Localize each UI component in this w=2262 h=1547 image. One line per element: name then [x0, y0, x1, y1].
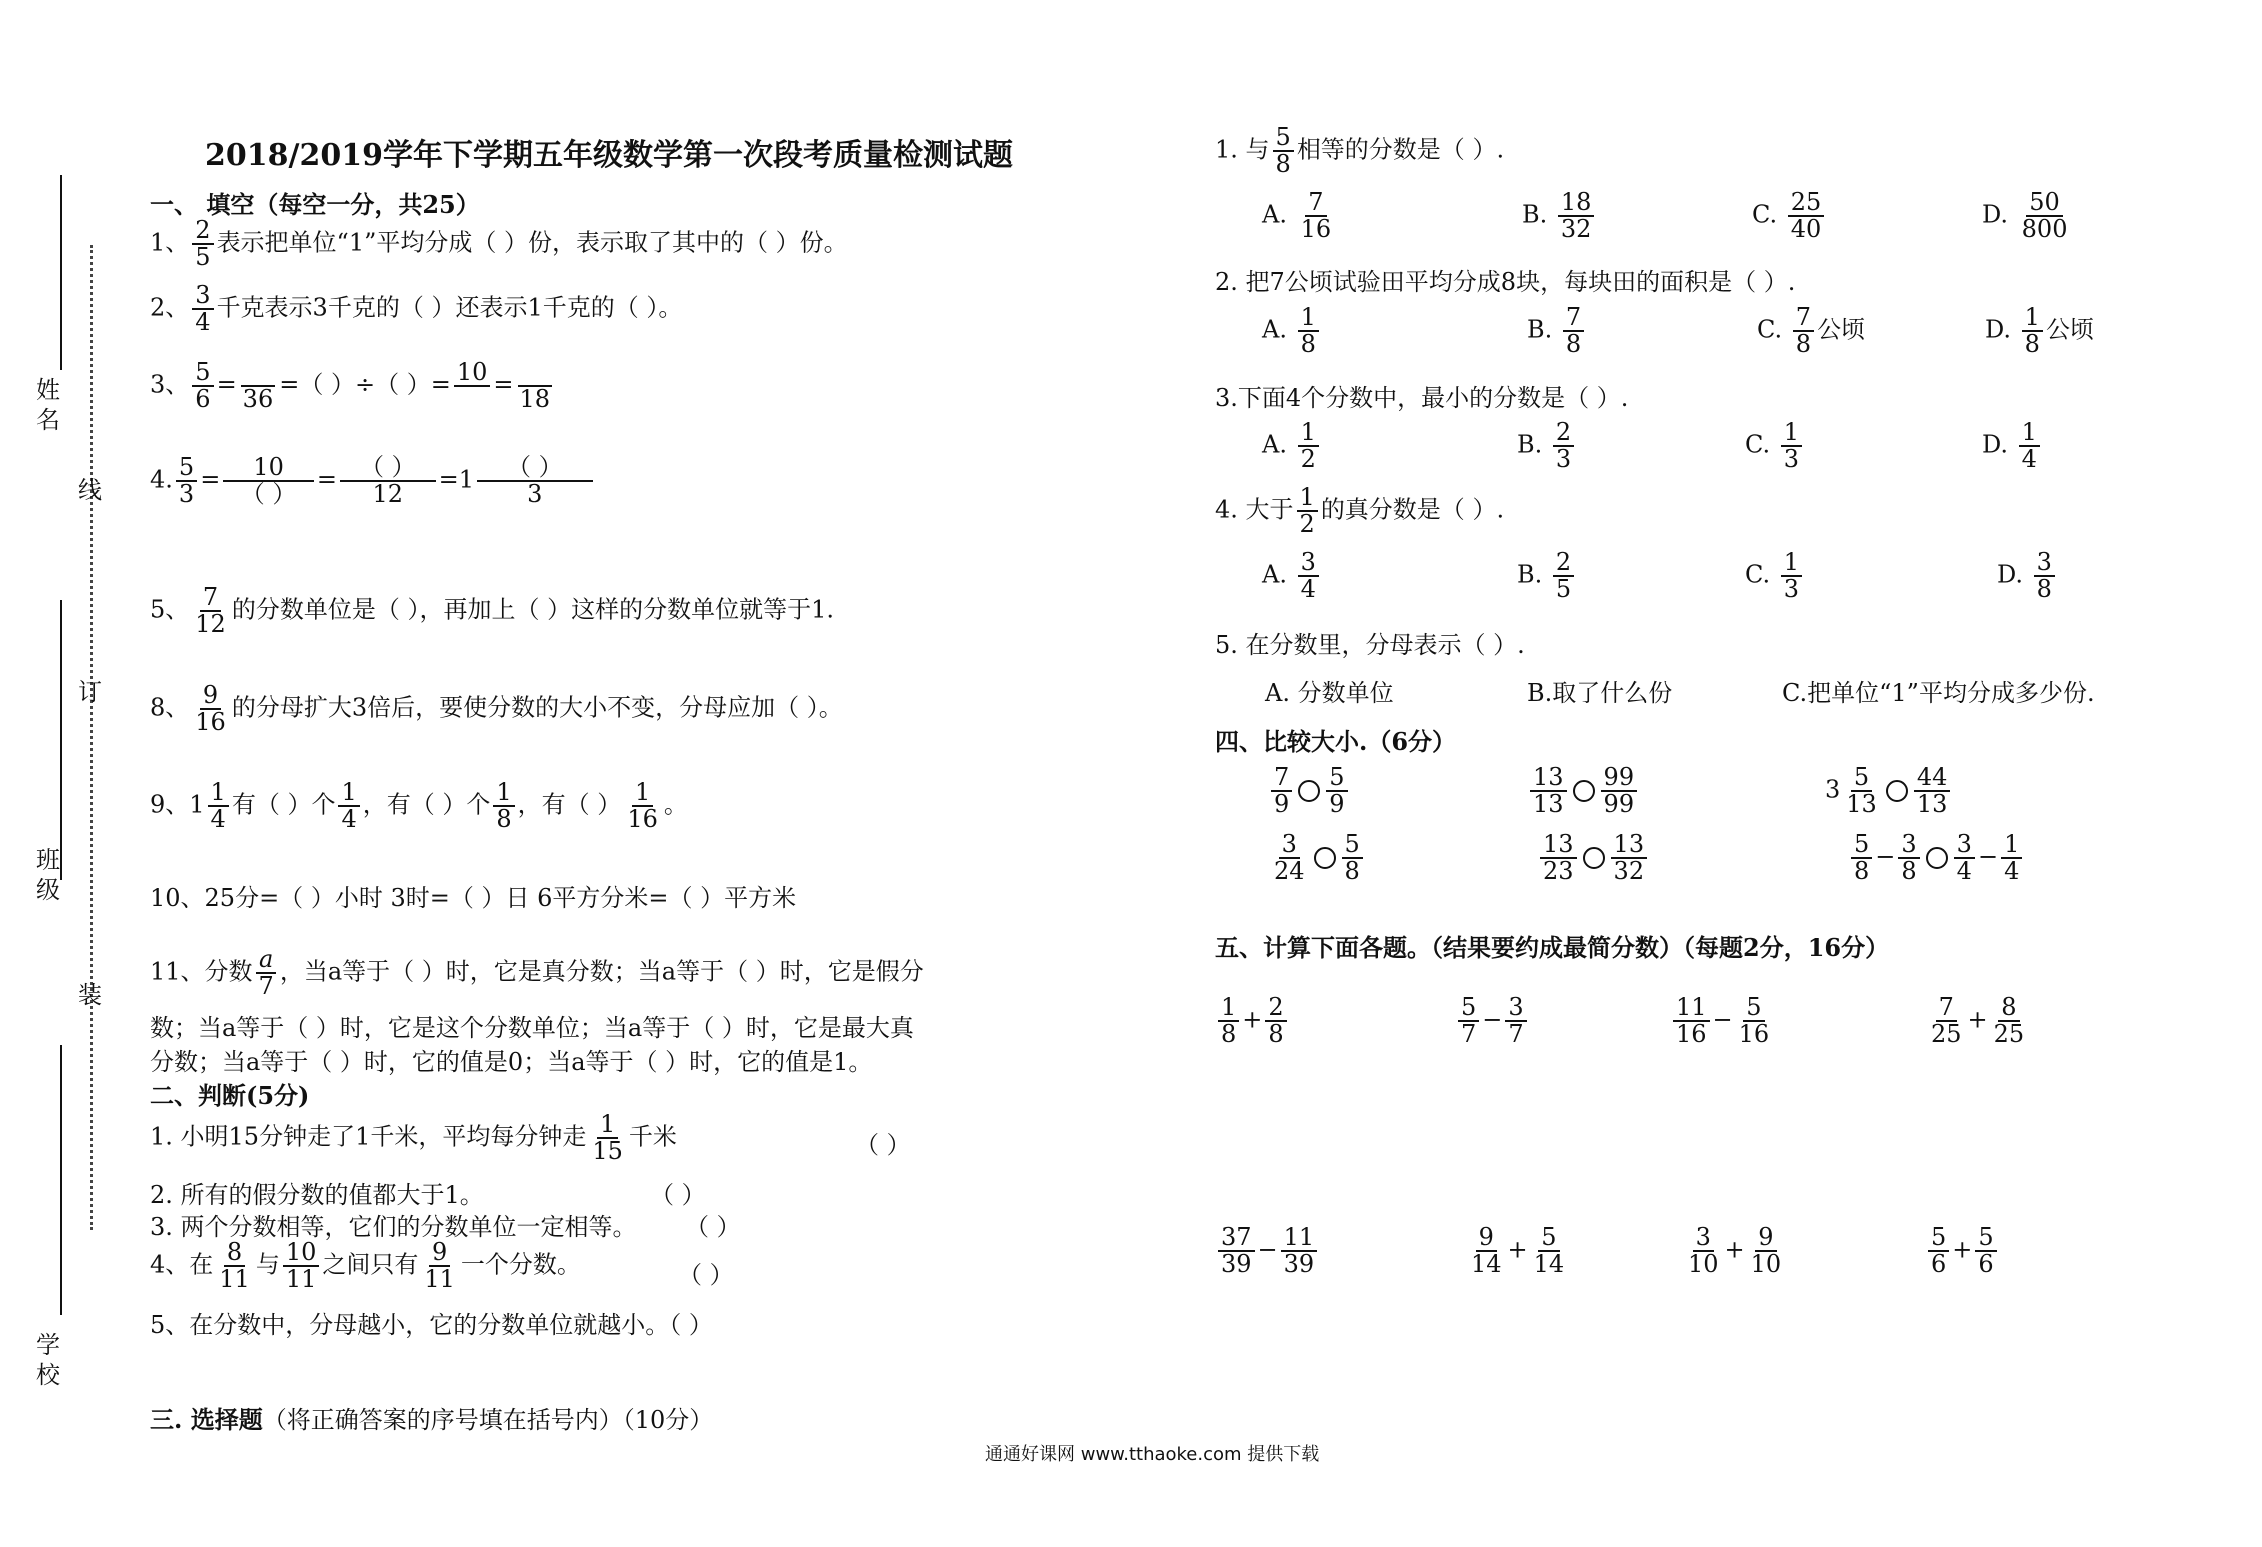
choice-q4-opt-b: B. $\frac{2}{5}$: [1517, 550, 1577, 602]
compare-circle[interactable]: [1573, 780, 1595, 802]
choice-q4-opt-c: C. $\frac{1}{3}$: [1745, 550, 1805, 602]
fill-q9: 9、1 $\frac{1}{4}$ 有（ ）个 $\frac{1}{4}$ ，有（ ）个 $\frac{1}{8}$ ，有（ ） $\frac{1}{16}$ 。: [150, 778, 688, 834]
fill-q11-line2: 数；当a等于（ ）时，它是这个分数单位；当a等于（ ）时，它是最大真: [150, 1014, 914, 1042]
choice-q1-opt-a: A. $\frac{7}{16}$: [1262, 188, 1332, 244]
choice-q1-opt-d: D. $\frac{50}{800}$: [1982, 188, 2068, 244]
compare-circle[interactable]: [1583, 847, 1605, 869]
section-1-heading: 一、 填空（每空一分，共25）: [150, 190, 480, 219]
compare-circle[interactable]: [1298, 780, 1320, 802]
choice-q5-opt-a: A. 分数单位: [1265, 679, 1394, 707]
fill-q8: 8、 $\frac{9}{16}$ 的分母扩大3倍后，要使分数的大小不变，分母应加（ ）。: [150, 681, 843, 737]
section-4-heading: 四、比较大小.（6分）: [1215, 727, 1457, 756]
choice-q1: 1. 与 $\frac{5}{8}$ 相等的分数是（ ）.: [1215, 123, 1505, 179]
choice-q2-opt-c: C. $\frac{7}{8}$ 公顷: [1757, 303, 1866, 359]
calc-item: $\frac{5}{7}$ − $\frac{3}{7}$: [1455, 995, 1530, 1047]
compare-item: $\frac{13}{13}$ $\frac{99}{99}$: [1527, 765, 1640, 817]
section-3-heading: 三. 选择题（将正确答案的序号填在括号内）（10分）: [150, 1405, 714, 1434]
compare-item: $\frac{3}{24}$ $\frac{5}{8}$: [1268, 832, 1366, 884]
fill-q11-line1: 11、分数 $\frac{a}{7}$ ，当a等于（ ）时，它是真分数；当a等于（ ）时，它是假分: [150, 945, 924, 1001]
name-label: 姓名: [36, 376, 60, 434]
judge-q5: 5、在分数中，分母越小，它的分数单位就越小。（ ）: [150, 1311, 713, 1339]
choice-q3-opt-b: B. $\frac{2}{3}$: [1517, 420, 1577, 472]
fill-q10: 10、25分=（ ）小时 3时=（ ）日 6平方分米=（ ）平方米: [150, 884, 797, 912]
calc-item: $\frac{3}{10}$ + $\frac{9}{10}$: [1688, 1223, 1782, 1279]
judge-q4-answer: （ ）: [678, 1261, 734, 1289]
school-underline: [60, 1045, 62, 1315]
choice-q1-opt-c: C. $\frac{25}{40}$: [1752, 190, 1827, 242]
judge-q2-answer: （ ）: [650, 1181, 706, 1209]
binding-dotted-line: [90, 245, 93, 1230]
choice-q3-opt-a: A. $\frac{1}{2}$: [1262, 420, 1322, 472]
binding-zhuang-label: 装: [78, 981, 102, 1009]
compare-item: $\frac{7}{9}$ $\frac{5}{9}$: [1268, 765, 1351, 817]
fill-q11-line3: 分数；当a等于（ ）时，它的值是0；当a等于（ ）时，它的值是1。: [150, 1048, 873, 1076]
binding-line-label: 线: [78, 476, 102, 504]
compare-circle[interactable]: [1886, 780, 1908, 802]
judge-q1-answer: （ ）: [855, 1131, 911, 1159]
calc-item: $\frac{37}{39}$ − $\frac{11}{39}$: [1215, 1225, 1320, 1277]
choice-q5-opt-c: C.把单位“1”平均分成多少份.: [1782, 679, 2095, 707]
choice-q1-opt-b: B. $\frac{18}{32}$: [1522, 190, 1597, 242]
fill-q2: 2、 $\frac{3}{4}$ 千克表示3千克的（ ）还表示1千克的（ ）。: [150, 281, 683, 337]
school-label: 学校: [36, 1331, 60, 1389]
binding-ding-label: 订: [78, 678, 102, 706]
choice-q2-opt-a: A. $\frac{1}{8}$: [1262, 305, 1322, 357]
calc-item: $\frac{11}{16}$ − $\frac{5}{16}$: [1670, 995, 1775, 1047]
choice-q3: 3.下面4个分数中，最小的分数是（ ）.: [1215, 384, 1629, 412]
compare-circle[interactable]: [1926, 847, 1948, 869]
calc-item: $\frac{5}{6}$ + $\frac{5}{6}$: [1925, 1225, 2000, 1277]
compare-item: $\frac{13}{23}$ $\frac{13}{32}$: [1537, 832, 1650, 884]
calc-item: $\frac{1}{8}$ + $\frac{2}{8}$: [1215, 995, 1290, 1047]
choice-q4-opt-d: D. $\frac{3}{8}$: [1997, 550, 2058, 602]
choice-q3-opt-c: C. $\frac{1}{3}$: [1745, 420, 1805, 472]
judge-q3: 3. 两个分数相等，它们的分数单位一定相等。: [150, 1213, 637, 1241]
choice-q3-opt-d: D. $\frac{1}{4}$: [1982, 420, 2043, 472]
calc-item: $\frac{7}{25}$ + $\frac{8}{25}$: [1931, 993, 2025, 1049]
class-label: 班级: [36, 846, 60, 904]
fill-q1: 1、 $\frac{2}{5}$ 表示把单位“1”平均分成（ ）份，表示取了其中的（ ）份。: [150, 216, 848, 272]
fill-q3: 3、 $\frac{5}{6}$ = 36 =（ ）÷（ ）= 10 = 18: [150, 358, 551, 414]
choice-q4-opt-a: A. $\frac{3}{4}$: [1262, 550, 1322, 602]
compare-circle[interactable]: [1314, 847, 1336, 869]
compare-item: $\frac{5}{8}$ − $\frac{3}{8}$ $\frac{3}{4}$ − $\frac{1}{4}$: [1848, 832, 2025, 884]
footer-source: 通通好课网 www.tthaoke.com 提供下载: [985, 1444, 1320, 1465]
compare-item: 3 $\frac{5}{13}$ $\frac{44}{13}$: [1825, 765, 1953, 817]
section-5-heading: 五、计算下面各题。（结果要约成最简分数）（每题2分，16分）: [1215, 933, 1890, 962]
choice-q2-opt-b: B. $\frac{7}{8}$: [1527, 305, 1587, 357]
choice-q2-opt-d: D. $\frac{1}{8}$ 公顷: [1985, 303, 2094, 359]
fill-q5: 5、 $\frac{7}{12}$ 的分数单位是（ ），再加上（ ）这样的分数单位就等于1.: [150, 583, 834, 639]
choice-q5: 5. 在分数里，分母表示（ ）.: [1215, 631, 1525, 659]
name-underline: [60, 175, 62, 370]
judge-q3-answer: （ ）: [685, 1213, 741, 1241]
choice-q4: 4. 大于 $\frac{1}{2}$ 的真分数是（ ）.: [1215, 483, 1505, 539]
fill-q4: 4. $\frac{5}{3}$ = $\frac{10}{( )}$ = $\frac{( )}{12}$ =1 $\frac{( )}{3}$: [150, 455, 596, 507]
judge-q2: 2. 所有的假分数的值都大于1。: [150, 1181, 484, 1209]
judge-q4: 4、在 $\frac{8}{11}$ 与 $\frac{10}{11}$ 之间只有 $\frac{9}{11}$ 一个分数。: [150, 1238, 581, 1294]
choice-q2: 2. 把7公顷试验田平均分成8块，每块田的面积是（ ）.: [1215, 268, 1796, 296]
judge-q1: 1. 小明15分钟走了1千米，平均每分钟走 $\frac{1}{15}$ 千米: [150, 1110, 677, 1166]
section-2-heading: 二、判断(5分): [150, 1081, 310, 1110]
page-title: 2018/2019学年下学期五年级数学第一次段考质量检测试题: [205, 138, 1013, 173]
class-underline: [60, 600, 62, 880]
calc-item: $\frac{9}{14}$ + $\frac{5}{14}$: [1471, 1223, 1565, 1279]
choice-q5-opt-b: B.取了什么份: [1527, 679, 1673, 707]
